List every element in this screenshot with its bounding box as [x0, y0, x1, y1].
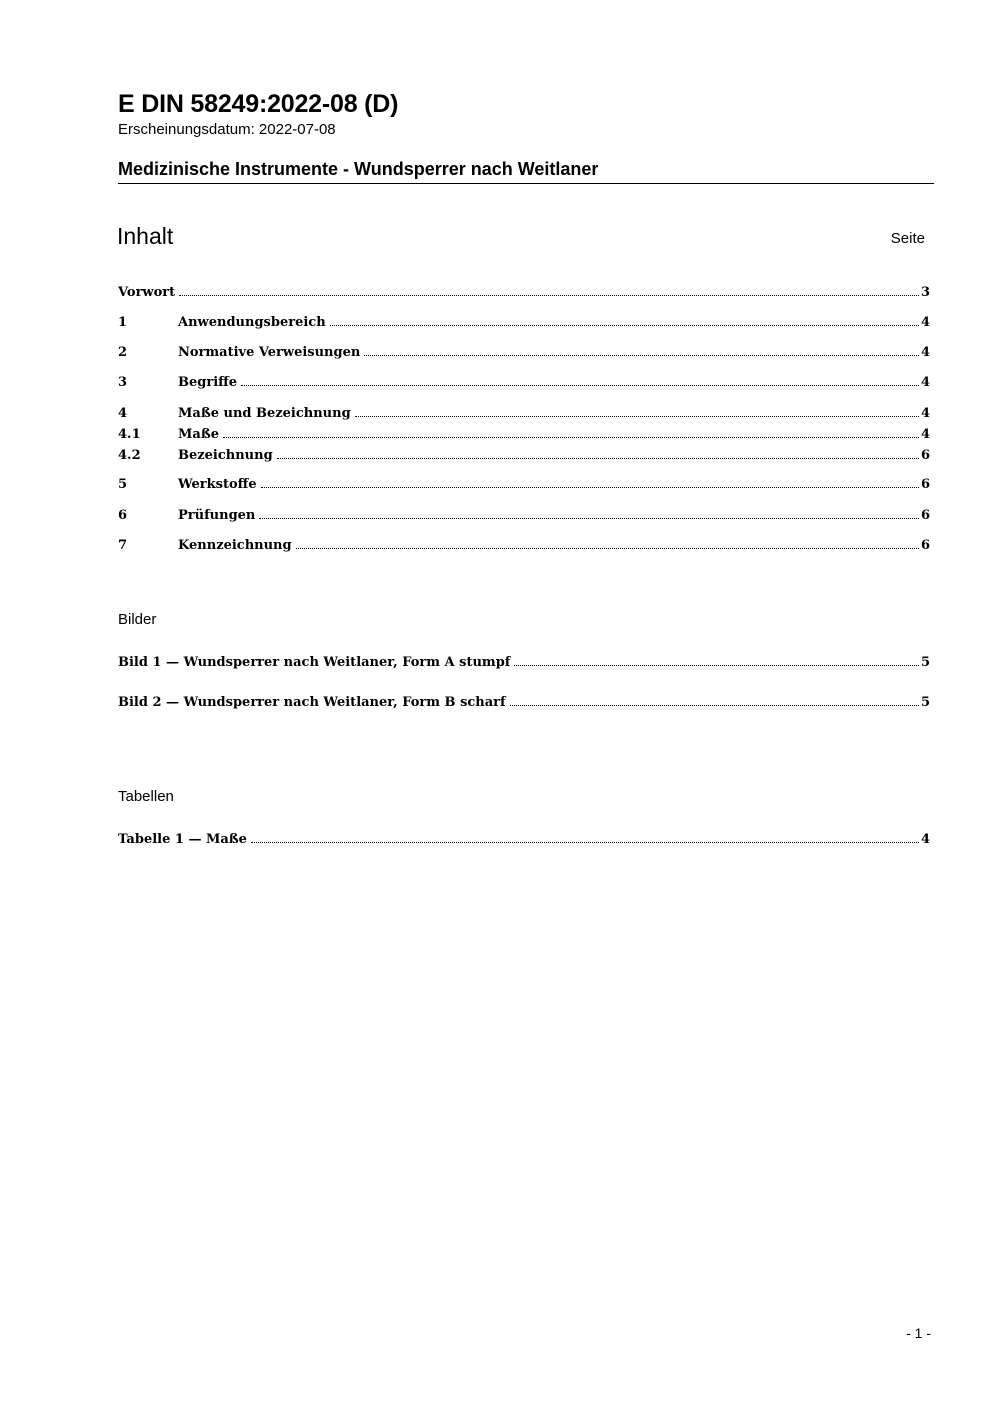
figure-entry-label: Bild 2 — Wundsperrer nach Weitlaner, Form B scharf	[118, 695, 506, 710]
dot-leader	[330, 325, 919, 326]
page-column-label: Seite	[890, 230, 925, 247]
toc-entry-number: 2	[118, 345, 128, 360]
toc-entry-number: 1	[118, 315, 128, 330]
dot-leader	[296, 548, 919, 549]
toc-entry-4-1[interactable]	[118, 422, 930, 442]
figure-entry-page: 5	[920, 695, 930, 710]
toc-entry-label: Werkstoffe	[178, 477, 257, 492]
dot-leader	[223, 437, 919, 438]
tables-heading: Tabellen	[118, 788, 174, 805]
toc-entry-number: 7	[118, 538, 128, 553]
toc-entry-4-2[interactable]	[118, 443, 930, 463]
figure-entry-page: 5	[920, 655, 930, 670]
toc-entry-number: 4.1	[118, 427, 141, 442]
toc-entry-label: Anwendungsbereich	[178, 315, 326, 330]
dot-leader	[241, 385, 919, 386]
dot-leader	[514, 665, 919, 666]
toc-entry-5[interactable]	[118, 472, 930, 492]
dot-leader	[261, 487, 919, 488]
toc-entry-4[interactable]	[118, 401, 930, 421]
title-divider	[118, 183, 934, 184]
toc-entry-page: 4	[920, 345, 930, 360]
toc-entry-label: Kennzeichnung	[178, 538, 292, 553]
toc-entry-label: Maße	[178, 427, 219, 442]
toc-entry-page: 4	[920, 315, 930, 330]
toc-entry-page: 4	[920, 427, 930, 442]
toc-entry-number: 6	[118, 508, 128, 523]
toc-entry-number: 3	[118, 375, 128, 390]
toc-entry-vorwort[interactable]	[118, 280, 930, 300]
toc-entry-page: 6	[920, 448, 930, 463]
dot-leader	[251, 842, 919, 843]
toc-entry-page: 6	[920, 477, 930, 492]
dot-leader	[179, 295, 919, 296]
document-title: E DIN 58249:2022-08 (D)	[118, 90, 399, 118]
toc-entry-label: Maße und Bezeichnung	[178, 406, 351, 421]
figure-entry-1[interactable]	[118, 650, 930, 670]
toc-entry-6[interactable]	[118, 503, 930, 523]
table-entry-page: 4	[920, 832, 930, 847]
toc-entry-label: Vorwort	[118, 285, 176, 300]
figure-entry-label: Bild 1 — Wundsperrer nach Weitlaner, Form A stumpf	[118, 655, 511, 670]
table-entry-label: Tabelle 1 — Maße	[118, 832, 247, 847]
toc-entry-1[interactable]	[118, 310, 930, 330]
toc-entry-label: Normative Verweisungen	[178, 345, 361, 360]
toc-entry-label: Prüfungen	[178, 508, 256, 523]
toc-entry-page: 3	[920, 285, 930, 300]
toc-entry-page: 4	[920, 375, 930, 390]
dot-leader	[259, 518, 919, 519]
document-subject: Medizinische Instrumente - Wundsperrer nach Weitlaner	[118, 159, 599, 179]
table-entry-1[interactable]	[118, 827, 930, 847]
dot-leader	[277, 458, 919, 459]
dot-leader	[355, 416, 919, 417]
toc-entry-number: 5	[118, 477, 128, 492]
toc-entry-number: 4.2	[118, 448, 141, 463]
dot-leader	[364, 355, 919, 356]
toc-entry-number: 4	[118, 406, 128, 421]
page-number: - 1 -	[906, 1325, 931, 1341]
figure-entry-2[interactable]	[118, 690, 930, 710]
toc-entry-page: 6	[920, 508, 930, 523]
figures-heading: Bilder	[118, 611, 157, 628]
toc-heading: Inhalt	[117, 223, 174, 249]
toc-entry-2[interactable]	[118, 340, 930, 360]
toc-entry-page: 6	[920, 538, 930, 553]
toc-entry-label: Begriffe	[178, 375, 238, 390]
toc-entry-7[interactable]	[118, 533, 930, 553]
publication-date: Erscheinungsdatum: 2022-07-08	[118, 121, 336, 138]
toc-entry-3[interactable]	[118, 370, 930, 390]
dot-leader	[510, 705, 919, 706]
toc-entry-label: Bezeichnung	[178, 448, 273, 463]
toc-entry-page: 4	[920, 406, 930, 421]
